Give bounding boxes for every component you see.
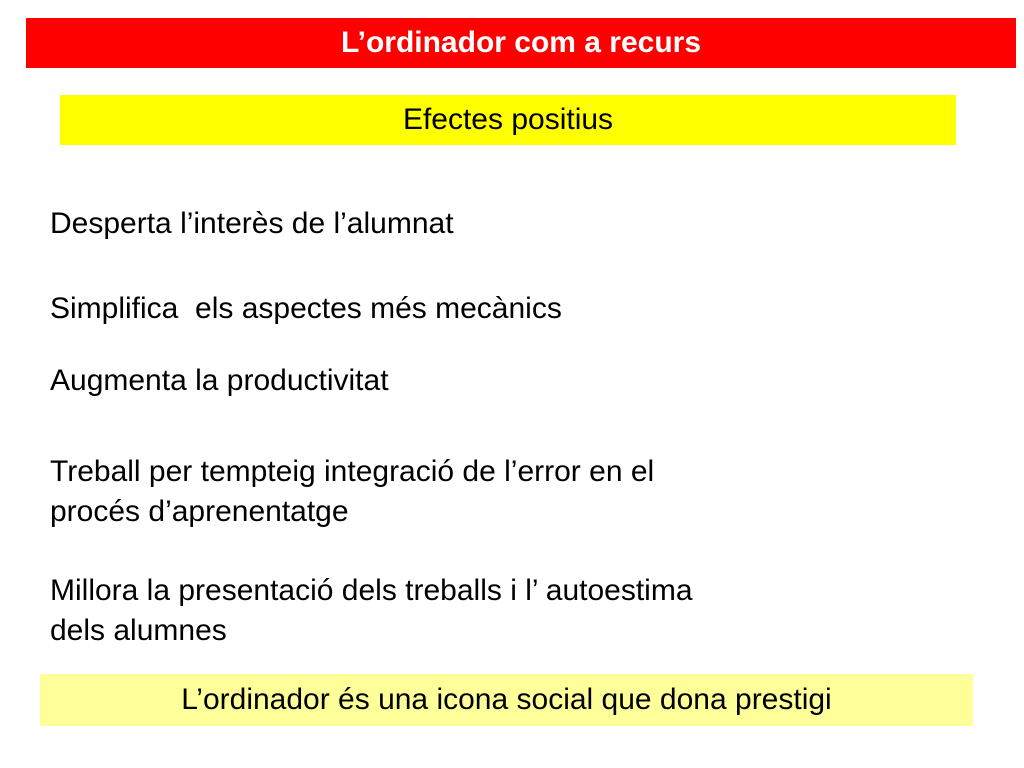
bullet-point-simplifies: Simplifica els aspectes més mecànics: [50, 292, 562, 325]
slide-subtitle: Efectes positius: [60, 95, 956, 145]
bullet-point-productivity: Augmenta la productivitat: [50, 364, 389, 397]
bullet-point-trial-error: Treball per tempteig integració de l’error en el procés d’aprenentatge: [50, 455, 655, 528]
slide-title: L’ordinador com a recurs: [26, 18, 1016, 68]
bullet-point-presentation: Millora la presentació dels treballs i l’ autoestima dels alumnes: [50, 574, 693, 647]
bullet-point-interest: Desperta l’interès de l’alumnat: [50, 207, 454, 240]
slide-footer: L’ordinador és una icona social que dona prestigi: [40, 674, 973, 726]
